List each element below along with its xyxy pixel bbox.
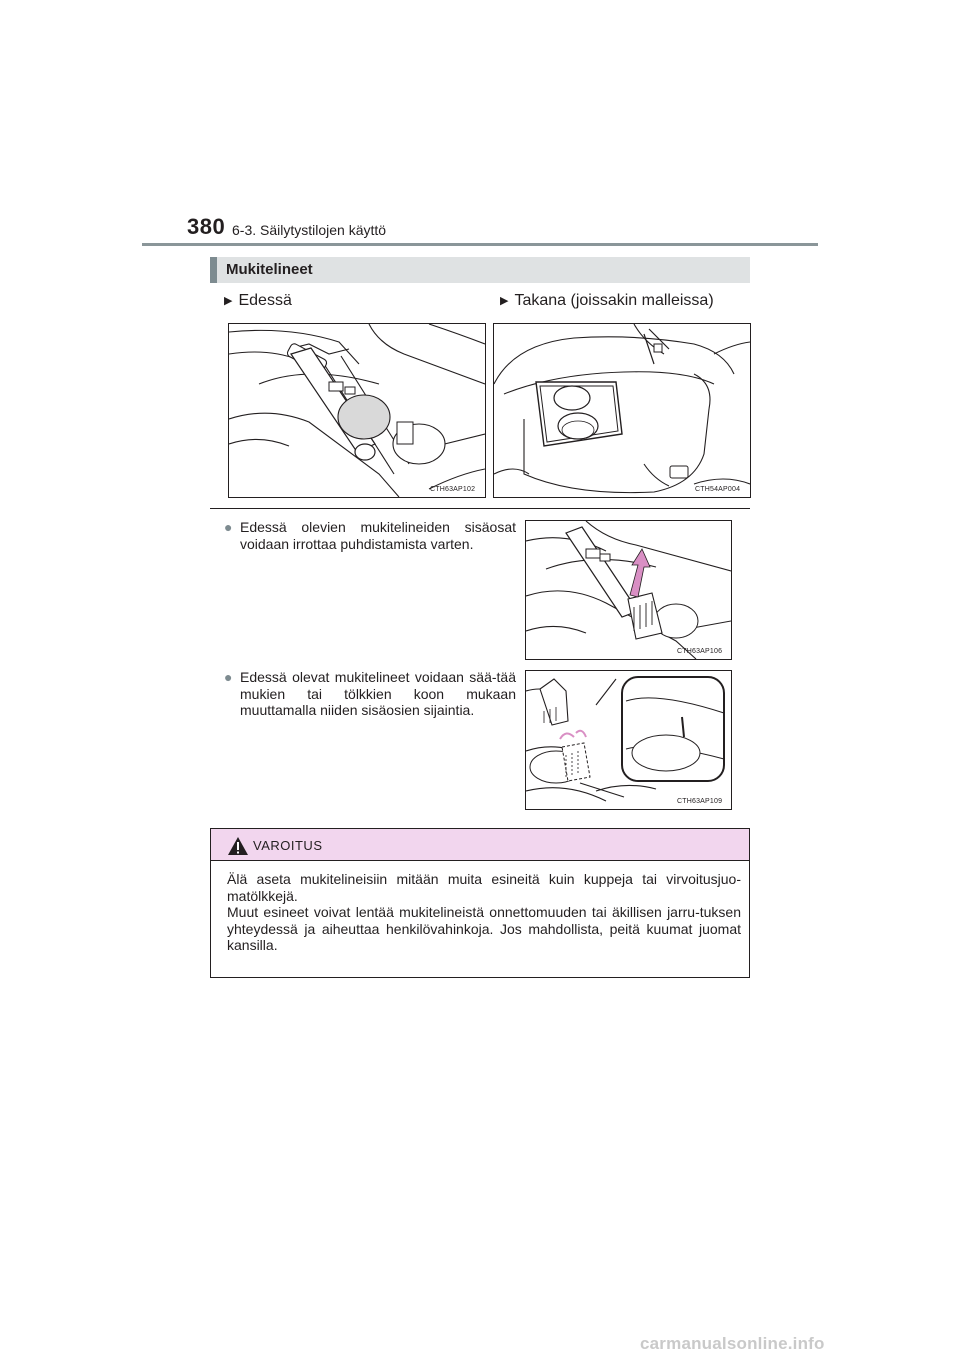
bullet-dot-icon: ● — [224, 519, 233, 535]
section-heading: Mukitelineet — [226, 261, 313, 278]
running-header: 6-3. Säilytystilojen käyttö — [232, 222, 387, 238]
warning-title: VAROITUS — [253, 838, 323, 853]
insert-adjust-illustration — [526, 671, 731, 809]
figure-code: CTH63AP106 — [677, 648, 723, 655]
rear-cupholder-illustration — [494, 324, 750, 497]
warning-triangle-icon — [227, 836, 249, 856]
section-divider — [210, 508, 750, 509]
figure-front-cupholders — [228, 323, 486, 498]
triangle-bullet-icon: ▶ — [224, 295, 233, 307]
triangle-bullet-icon: ▶ — [500, 295, 509, 307]
figure-code: CTH63AP102 — [430, 486, 476, 493]
front-cupholder-illustration — [229, 324, 485, 497]
subheading-front: ▶ Edessä — [224, 292, 292, 309]
figure-code: CTH63AP109 — [677, 798, 723, 805]
warning-text: Älä aseta mukitelineisiin mitään muita esineitä kuin kuppeja tai virvoitusjuo-matölkkejä. Muut esineet voivat lentää mukitelineistä onnettomuuden tai äkillisen jarru-tuksen yhteydessä ja aiheuttaa henkilövahinkoja. Jos mahdollista, peitä kuumat juomat kansilla. — [227, 871, 741, 953]
figure-code: CTH54AP004 — [695, 486, 741, 493]
watermark: carmanualsonline.info — [640, 1334, 825, 1353]
figure-insert-removal — [525, 520, 732, 660]
header-rule — [142, 243, 818, 246]
bullet-item-adjustable: ● Edessä olevat mukitelineet voidaan sää-tää mukien tai tölkkien koon mukaan muuttamalla niiden sisäosien sijaintia. — [224, 669, 516, 718]
warning-box — [210, 828, 750, 978]
figure-rear-cupholders — [493, 323, 751, 498]
figure-insert-adjust — [525, 670, 732, 810]
subheading-rear: ▶ Takana (joissakin malleissa) — [500, 292, 714, 309]
page-number: 380 — [187, 214, 226, 239]
bullet-dot-icon: ● — [224, 669, 233, 685]
warning-header — [211, 829, 749, 861]
section-heading-marker — [210, 257, 217, 283]
insert-removal-illustration — [526, 521, 731, 659]
bullet-item-removable: ● Edessä olevien mukitelineiden sisäosat voidaan irrottaa puhdistamista varten. — [224, 519, 516, 552]
section-heading-bar — [210, 257, 750, 283]
